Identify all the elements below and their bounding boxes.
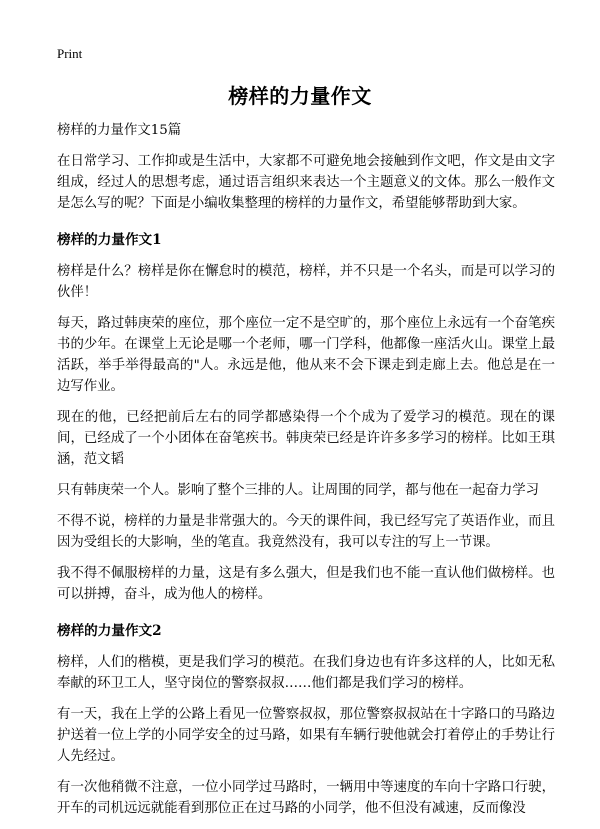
paragraph: 不得不说，榜样的力量是非常强大的。今天的课件间，我已经写完了英语作业，而且因为受组长的大影响，坐的笔直。我竟然没有，我可以专注的写上一节课。 [57, 514, 555, 550]
paragraph: 每天，路过韩庚荣的座位，那个座位一定不是空旷的，那个座位上永远有一个奋笔疾书的少年。在课堂上无论是哪一个老师，哪一门学科，他都像一座活火山。课堂上最活跃，举手举得最高的"人。永远是他，他从来不会下课走到走廊上去。他总是在一边写作业。 [57, 316, 555, 394]
section-1 [57, 230, 555, 605]
section-2 [57, 621, 555, 819]
paragraph: 只有韩庚荣一个人。影响了整个三排的人。让周围的同学，都与他在一起奋力学习 [57, 483, 540, 498]
section-heading: 榜样的力量作文2 [57, 623, 162, 639]
section-heading: 榜样的力量作文1 [57, 232, 162, 248]
paragraph: 现在的他，已经把前后左右的同学都感染得一个个成为了爱学习的模范。现在的课间，已经成了一个小团体在奋笔疾书。韩庚荣已经是许许多多学习的榜样。比如王琪涵，范文韬 [57, 410, 555, 467]
print-link[interactable]: Print [57, 46, 83, 61]
article-body [57, 120, 555, 829]
intro-paragraph: 在日常学习、工作抑或是生活中，大家都不可避免地会接触到作文吧，作文是由文字组成，经过人的思想考虑，通过语言组织来表达一个主题意义的文体。那么一般作文是怎么写的呢？下面是小编收集整理的榜样的力量作文，希望能够帮助到大家。 [57, 154, 555, 211]
page-title: 榜样的力量作文 [228, 84, 372, 108]
article-subtitle: 榜样的力量作文15篇 [57, 123, 182, 138]
paragraph: 有一次他稍微不注意，一位小同学过马路时，一辆用中等速度的车向十字路口行驶，开车的司机远远就能看到那位正在过马路的小同学，他不但没有减速，反而像没 [57, 780, 555, 816]
paragraph: 我不得不佩服榜样的力量，这是有多么强大，但是我们也不能一直认他们做榜样。也可以拼搏，奋斗，成为他人的榜样。 [57, 566, 555, 602]
paragraph: 榜样，人们的楷模，更是我们学习的模范。在我们身边也有许多这样的人，比如无私奉献的环卫工人，坚守岗位的警察叔叔……他们都是我们学习的榜样。 [57, 655, 555, 691]
paragraph: 榜样是什么？榜样是你在懈怠时的模范，榜样，并不只是一个名头，而是可以学习的伙伴！ [57, 264, 555, 300]
paragraph: 有一天，我在上学的公路上看见一位警察叔叔，那位警察叔叔站在十字路口的马路边护送着一位上学的小同学安全的过马路，如果有车辆行驶他就会打着停止的手势让行人先经过。 [57, 707, 555, 764]
